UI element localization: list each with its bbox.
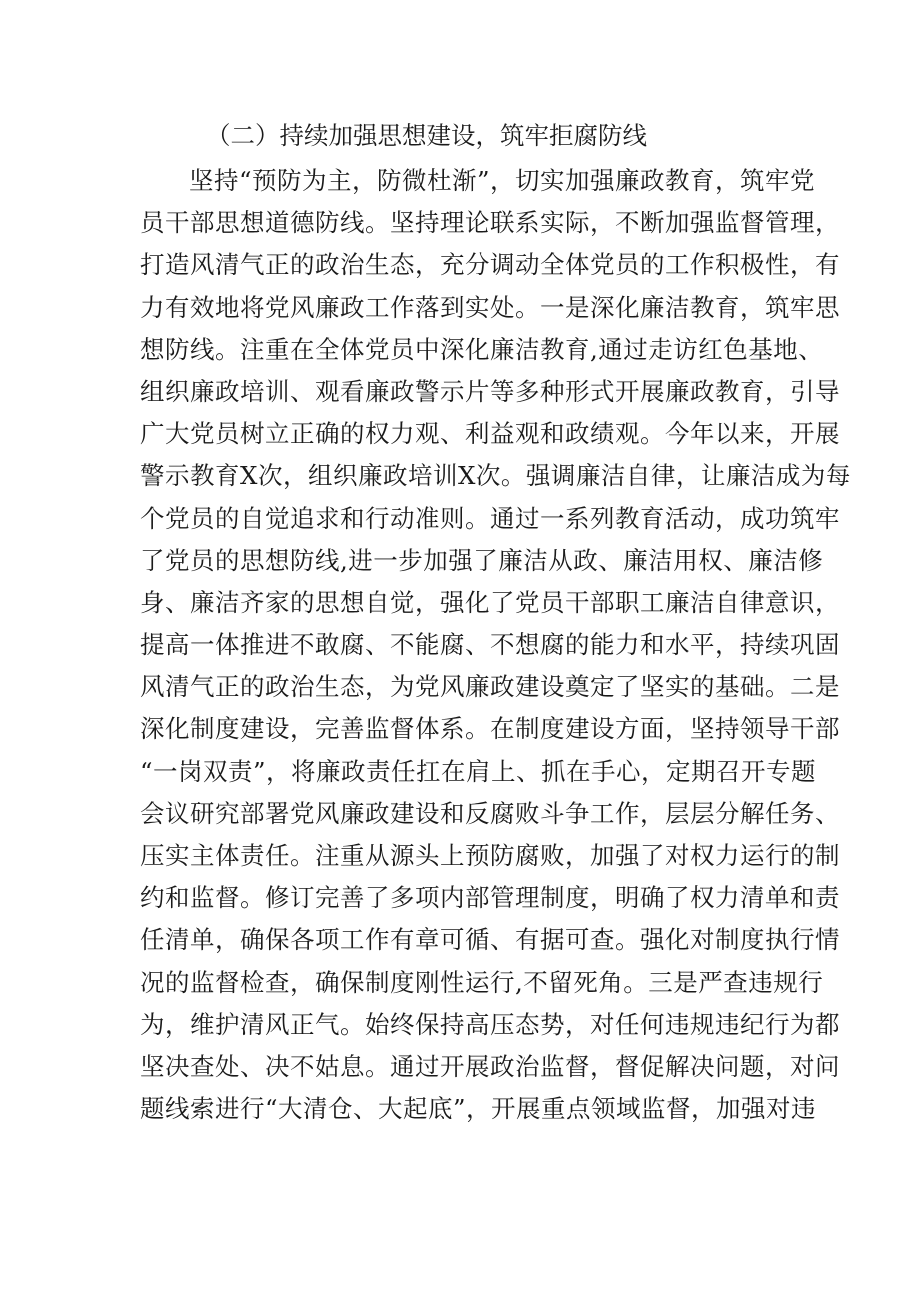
paragraph-line: 况的监督检查，确保制度刚性运行,不留死角。三是严查违规行 — [140, 967, 824, 997]
paragraph-line: 想防线。注重在全体党员中深化廉洁教育,通过走访红色基地、 — [140, 334, 824, 364]
paragraph-line: 了党员的思想防线,进一步加强了廉洁从政、廉洁用权、廉洁修 — [140, 545, 824, 575]
paragraph-line: 个党员的自觉追求和行动准则。通过一系列教育活动，成功筑牢 — [140, 503, 840, 533]
paragraph-line: 坚决查处、决不姑息。通过开展政治监督，督促解决问题，对问 — [140, 1051, 840, 1081]
section-heading: （二）持续加强思想建设，筑牢拒腐防线 — [206, 121, 647, 150]
paragraph-line: 组织廉政培训、观看廉政警示片等多种形式开展廉政教育，引导 — [140, 376, 840, 406]
paragraph-line: 深化制度建设，完善监督体系。在制度建设方面，坚持领导干部 — [140, 714, 840, 744]
paragraph-line: 坚持“预防为主，防微杜渐”，切实加强廉政教育，筑牢党 — [189, 166, 816, 195]
paragraph-line: 警示教育X次，组织廉政培训X次。强调廉洁自律，让廉洁成为每 — [140, 461, 851, 491]
paragraph-line: 风清气正的政治生态，为党风廉政建设奠定了坚实的基础。二是 — [140, 672, 840, 702]
paragraph-line: 压实主体责任。注重从源头上预防腐败，加强了对权力运行的制 — [140, 841, 840, 870]
paragraph-line: 会议研究部署党风廉政建设和反腐败斗争工作，层层分解任务、 — [140, 798, 840, 828]
paragraph-line: 力有效地将党风廉政工作落到实处。一是深化廉洁教育，筑牢思 — [140, 292, 840, 322]
paragraph-line: 约和监督。修订完善了多项内部管理制度，明确了权力清单和责 — [140, 883, 840, 913]
paragraph-line: 打造风清气正的政治生态，充分调动全体党员的工作积极性，有 — [140, 250, 840, 280]
body-paragraph — [140, 160, 851, 1130]
paragraph-line: 为，维护清风正气。始终保持高压态势，对任何违规违纪行为都 — [140, 1009, 840, 1039]
paragraph-line: 员干部思想道德防线。坚持理论联系实际，不断加强监督管理， — [140, 208, 840, 238]
paragraph-line: 题线索进行“大清仓、大起底”，开展重点领域监督，加强对违 — [140, 1094, 817, 1124]
paragraph-line: 广大党员树立正确的权力观、利益观和政绩观。今年以来，开展 — [140, 419, 840, 449]
paragraph-line: “一岗双责”，将廉政责任扛在肩上、抓在手心，定期召开专题 — [140, 756, 817, 786]
paragraph-line: 提高一体推进不敢腐、不能腐、不想腐的能力和水平，持续巩固 — [140, 630, 840, 660]
document-body — [140, 112, 851, 1130]
paragraph-line: 任清单，确保各项工作有章可循、有据可查。强化对制度执行情 — [140, 925, 840, 955]
paragraph-line: 身、廉洁齐家的思想自觉，强化了党员干部职工廉洁自律意识， — [140, 587, 840, 617]
